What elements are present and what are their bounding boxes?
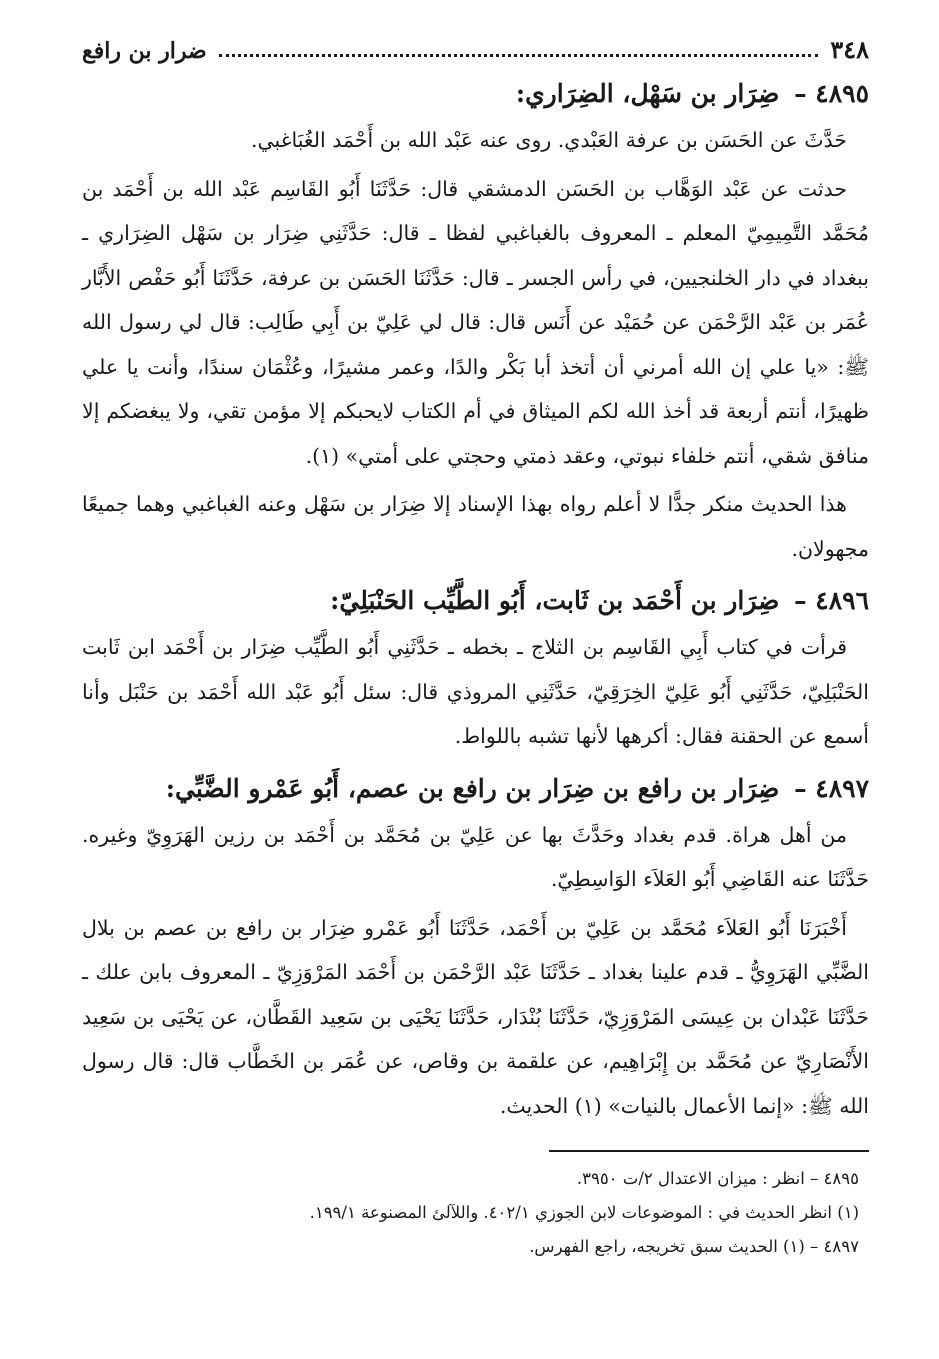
footnotes xyxy=(82,1162,869,1264)
footnote: (١) انظر الحديث في : الموضوعات لابن الجوزي ٤٠٢/١. واللآلئ المصنوعة ١٩٩/١. xyxy=(309,1203,859,1222)
entry-4896 xyxy=(82,577,869,759)
entry-number: ٤٨٩٥ – xyxy=(794,79,869,108)
page-number: ٣٤٨ xyxy=(830,35,869,64)
entry-paragraph: من أهل هراة. قدم بغداد وحَدَّثَ بها عن عَلِيّ بن مُحَمَّد بن أَحْمَد بن رزين الهَرَوِيّ وغيره. حَدَّثَنَا عنه القَاضِي أَبُو العَلاَء الوَاسِطِيّ. xyxy=(82,822,869,891)
footnote-separator xyxy=(549,1150,869,1152)
running-header xyxy=(82,26,869,64)
entry-4897 xyxy=(82,765,869,1129)
entry-paragraph: حدثت عن عَبْد الوَهَّاب بن الحَسَن الدمشقي قال: حَدَّثَنَا أَبُو القَاسِم عَبْد الله بن أَحْمَد بن مُحَمَّد التَّمِيمِيّ المعلم ـ المعروف بالغباغبي لفظا ـ قال: حَدَّثَنِي ضِرَار بن سَهْل الضِرَاري ـ ببغداد في دار الخلنجيين، في رأس الجسر ـ قال: حَدَّثَنَا الحَسَن بن عرفة، حَدَّثَنَا أَبُو حَفْص الأَبَّار عُمَر بن عَبْد الرَّحْمَن عن حُمَيْد عن أَنَس قال: قال لي عَلِيّ بن أَبِي طَالِب: قال لي رسول الله ﷺ: «يا علي إن الله أمرني أن أتخذ أبا بَكْر والدًا، وعمر مشيرًا، وعُثْمَان سندًا، وأنت يا علي ظهيرًا، أنتم أربعة قد أخذ الله لكم الميثاق في أم الكتاب لايحبكم إلا مؤمن تقي، ولا يبغضكم إلا منافق شقي، أنتم خلفاء نبوتي، وعقد ذمتي وحجتي على أمتي» (١). xyxy=(82,176,869,468)
running-title: ضرار بن رافع xyxy=(82,38,207,64)
entry-heading xyxy=(82,70,869,118)
entry-paragraph: أَخْبَرَنَا أَبُو العَلاَء مُحَمَّد بن عَلِيّ بن أَحْمَد، حَدَّثَنَا أَبُو عَمْرو ضِرَار بن رافع بن عصم بن بلال الضَّبِّي الهَرَوِيُّ ـ قدم علينا بغداد ـ حَدَّثَنَا عَبْد الرَّحْمَن بن أَحْمَد المَرْوَزِيّ ـ المعروف بابن علك ـ حَدَّثَنَا عَبْدان بن عِيسَى المَرْوَزِيّ، حَدَّثَنَا بُنْدَار، حَدَّثَنَا يَحْيَى بن سَعِيد القَطَّان، عن يَحْيَى بن سَعِيد الأَنْصَارِيّ عن مُحَمَّد بن إِبْرَاهِيم، عن علقمة بن وقاص، عن عُمَر بن الخَطَّاب قال: قال رسول الله ﷺ: «إنما الأعمال بالنيات» (١) الحديث. xyxy=(82,915,869,1118)
entry-paragraph: قرأت في كتاب أَبِي القَاسِم بن الثلاج ـ بخطه ـ حَدَّثَنِي أَبُو الطَّيِّب ضِرَار بن أَحْمَد ابن ثَابت الحَنْبَلِيّ، حَدَّثَنِي أَبُو عَلِيّ الخِرَقِيّ، حَدَّثَنِي المروذي قال: سئل أَبُو عَبْد الله أَحْمَد بن حَنْبَل وأنا أسمع عن الحقنة فقال: أكرهها لأنها تشبه باللواط. xyxy=(82,635,869,748)
dotted-leader xyxy=(219,54,819,57)
entry-name: ضِرَار بن سَهْل، الضِرَاري: xyxy=(515,79,780,108)
entry-name: ضِرَار بن رافع بن ضِرَار بن رافع بن عصم، أَبُو عَمْرو الضَّبِّي: xyxy=(165,773,780,803)
entry-paragraph: هذا الحديث منكر جدًّا لا أعلم رواه بهذا الإسناد إلا ضِرَار بن سَهْل وعنه الغباغبي وهما جميعًا مجهولان. xyxy=(82,492,869,561)
footnote: ٤٨٩٥ – انظر : ميزان الاعتدال ٢/ت ٣٩٥٠. xyxy=(576,1169,859,1188)
entry-heading xyxy=(82,765,869,813)
entry-number: ٤٨٩٦ – xyxy=(794,586,869,615)
entry-paragraph: حَدَّثَ عن الحَسَن بن عرفة العَبْدي. روى عنه عَبْد الله بن أَحْمَد الغُبَاغبي. xyxy=(250,128,847,152)
footnote: ٤٨٩٧ – (١) الحديث سبق تخريجه، راجع الفهرس. xyxy=(529,1237,859,1256)
entry-4895 xyxy=(82,70,869,571)
entry-name: ضِرَار بن أَحْمَد بن ثَابت، أَبُو الطَّيِّب الحَنْبَلِيّ: xyxy=(330,586,780,615)
entry-heading xyxy=(82,577,869,625)
entry-number: ٤٨٩٧ – xyxy=(794,773,869,803)
